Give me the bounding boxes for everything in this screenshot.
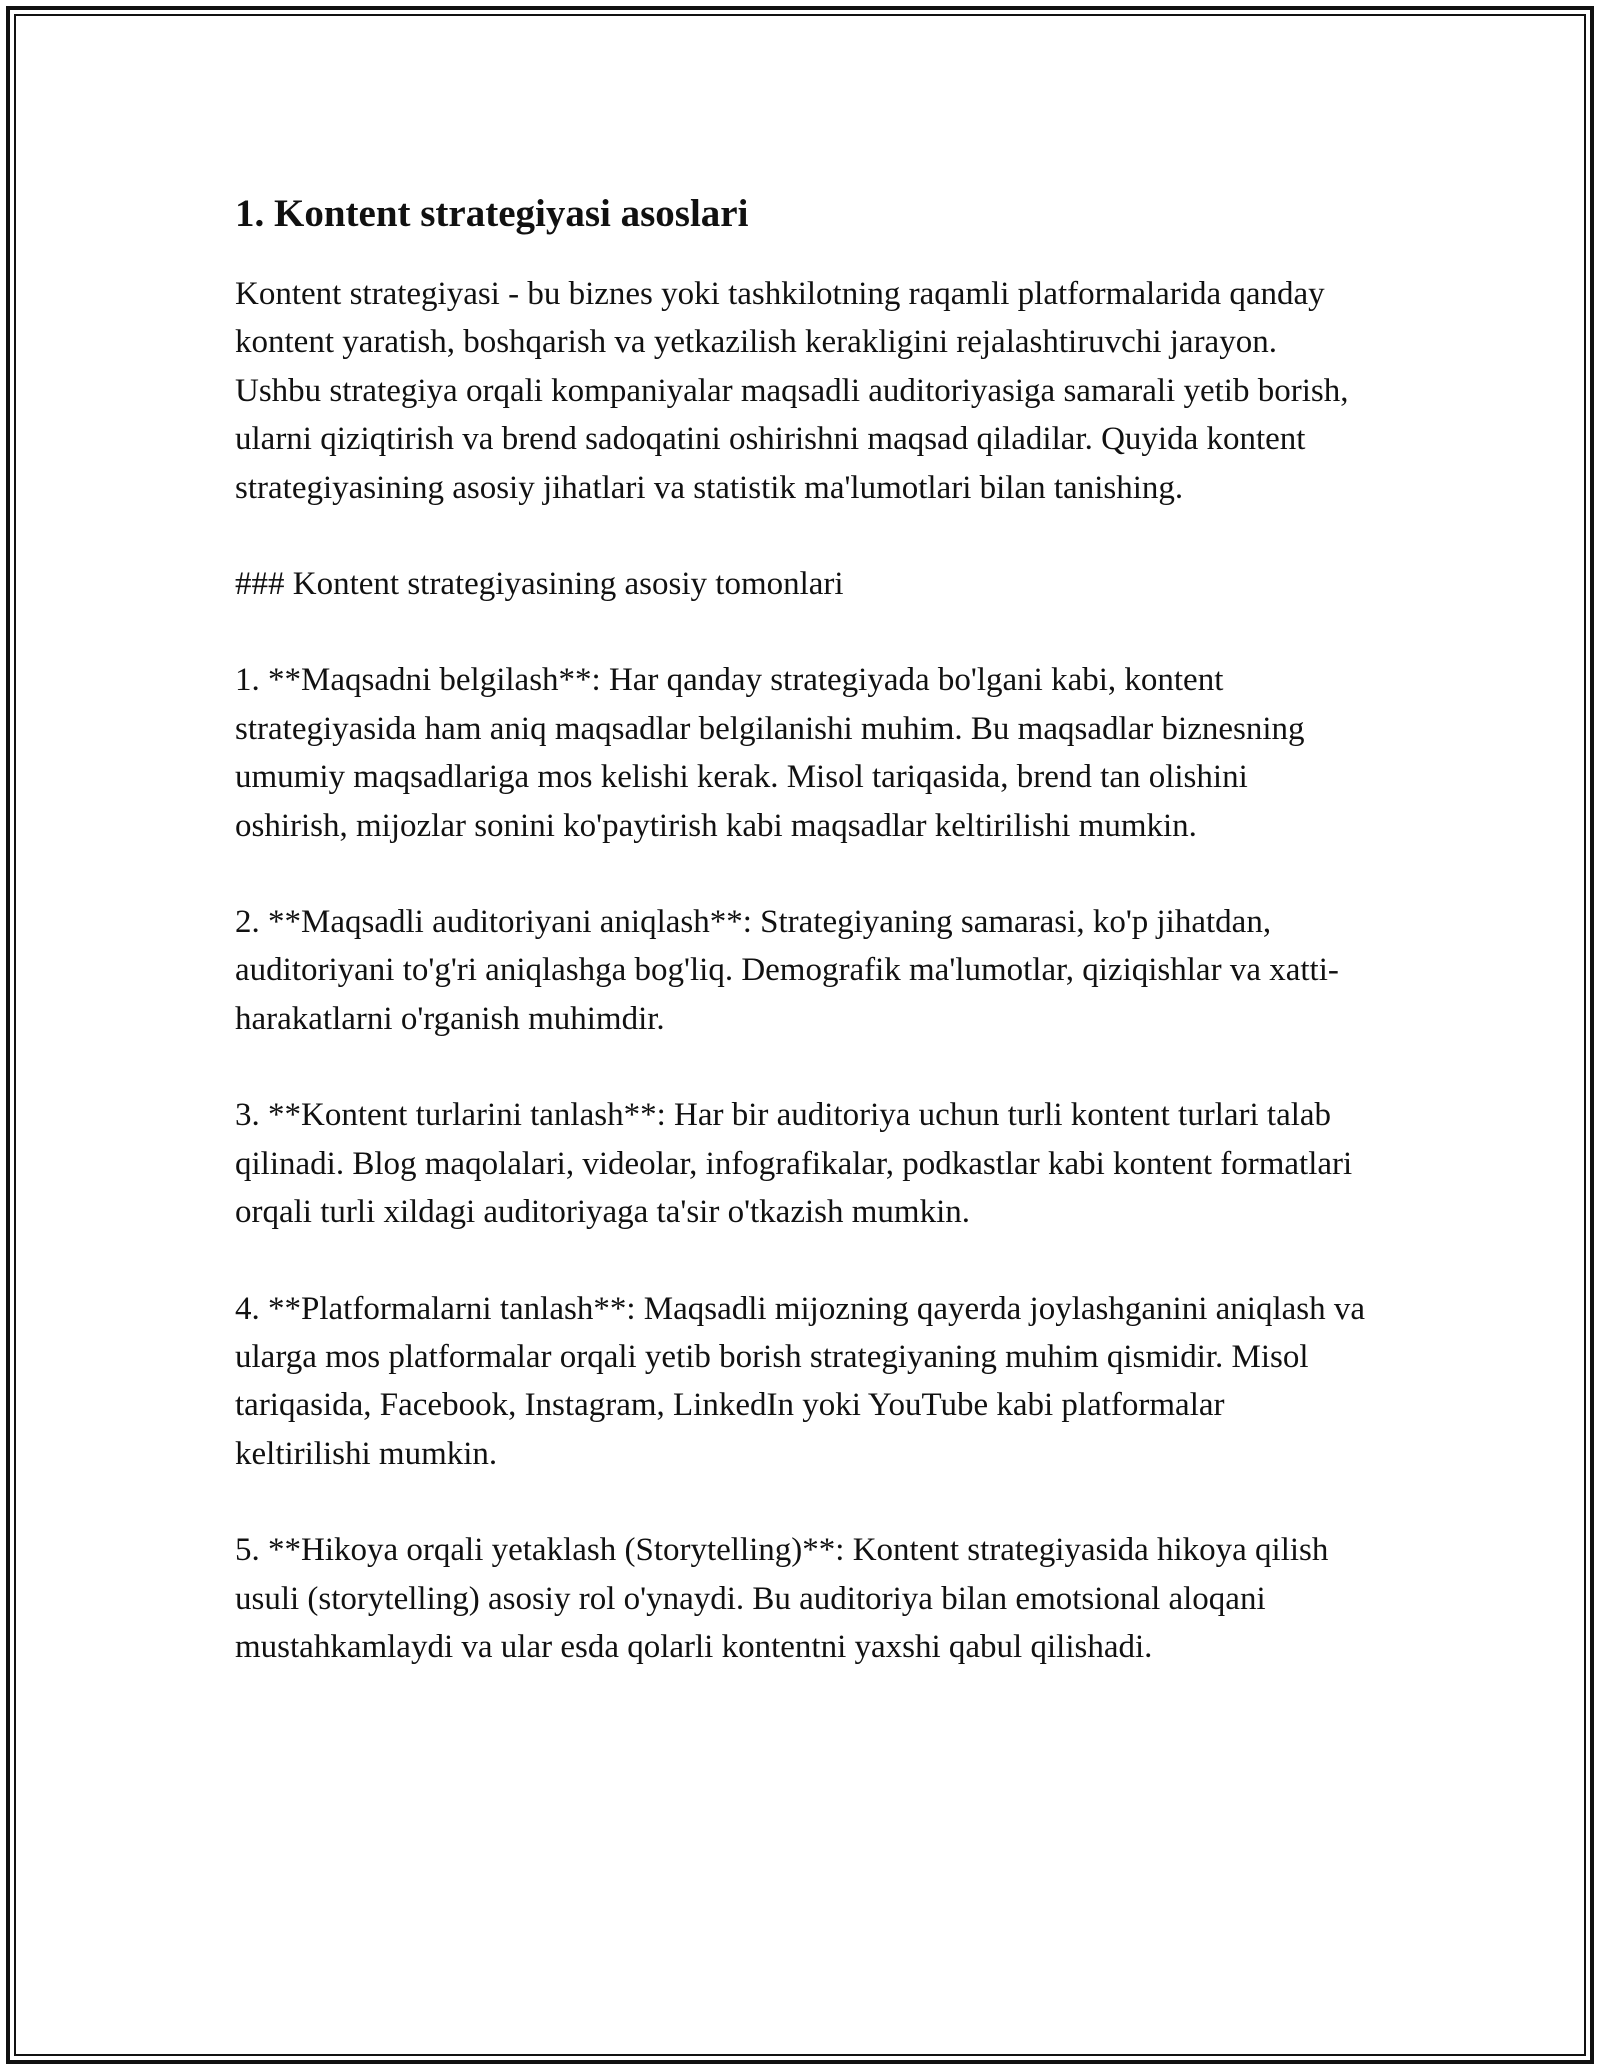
document-body (235, 188, 1365, 1719)
subsection-heading: ### Kontent strategiyasining asosiy tomonlari (235, 566, 844, 603)
list-item-5: 5. **Hikoya orqali yetaklash (Storytelling)**: Kontent strategiyasida hikoya qilish usuli (storytelling) asosiy rol o'ynaydi. Bu auditoriya bilan emotsional aloqani mustahkamlaydi va ular esda qolarli kontentni yaxshi qabul qilishadi. (235, 1532, 1329, 1665)
list-item-1: 1. **Maqsadni belgilash**: Har qanday strategiyada bo'lgani kabi, kontent strategiyasida ham aniq maqsadlar belgilanishi muhim. Bu maqsadlar biznesning umumiy maqsadlariga mos kelishi kerak. Misol tariqasida, brend tan olishini oshirish, mijozlar sonini ko'paytirish kabi maqsadlar keltirilishi mumkin. (235, 662, 1305, 844)
section-heading: 1. Kontent strategiyasi asoslari (235, 192, 749, 235)
list-item-2: 2. **Maqsadli auditoriyani aniqlash**: Strategiyaning samarasi, ko'p jihatdan, auditoriyani to'g'ri aniqlashga bog'liq. Demografik ma'lumotlar, qiziqishlar va xatti-harakatlarni o'rganish muhimdir. (235, 904, 1339, 1037)
intro-paragraph: Kontent strategiyasi - bu biznes yoki tashkilotning raqamli platformalarida qanday kontent yaratish, boshqarish va yetkazilish kerakligini rejalashtiruvchi jarayon. Ushbu strategiya orqali kompaniyalar maqsadli auditoriyasiga samarali yetib borish, ularni qiziqtirish va brend sadoqatini oshirishni maqsad qiladilar. Quyida kontent strategiyasining asosiy jihatlari va statistik ma'lumotlari bilan tanishing. (235, 276, 1349, 506)
list-item-3: 3. **Kontent turlarini tanlash**: Har bir auditoriya uchun turli kontent turlari talab qilinadi. Blog maqolalari, videolar, infografikalar, podkastlar kabi kontent formatlari orqali turli xildagi auditoriyaga ta'sir o'tkazish mumkin. (235, 1097, 1353, 1231)
list-item-4: 4. **Platformalarni tanlash**: Maqsadli mijozning qayerda joylashganini aniqlash va ularga mos platformalar orqali yetib borish strategiyaning muhim qismidir. Misol tariqasida, Facebook, Instagram, LinkedIn yoki YouTube kabi platformalar keltirilishi mumkin. (235, 1290, 1365, 1472)
